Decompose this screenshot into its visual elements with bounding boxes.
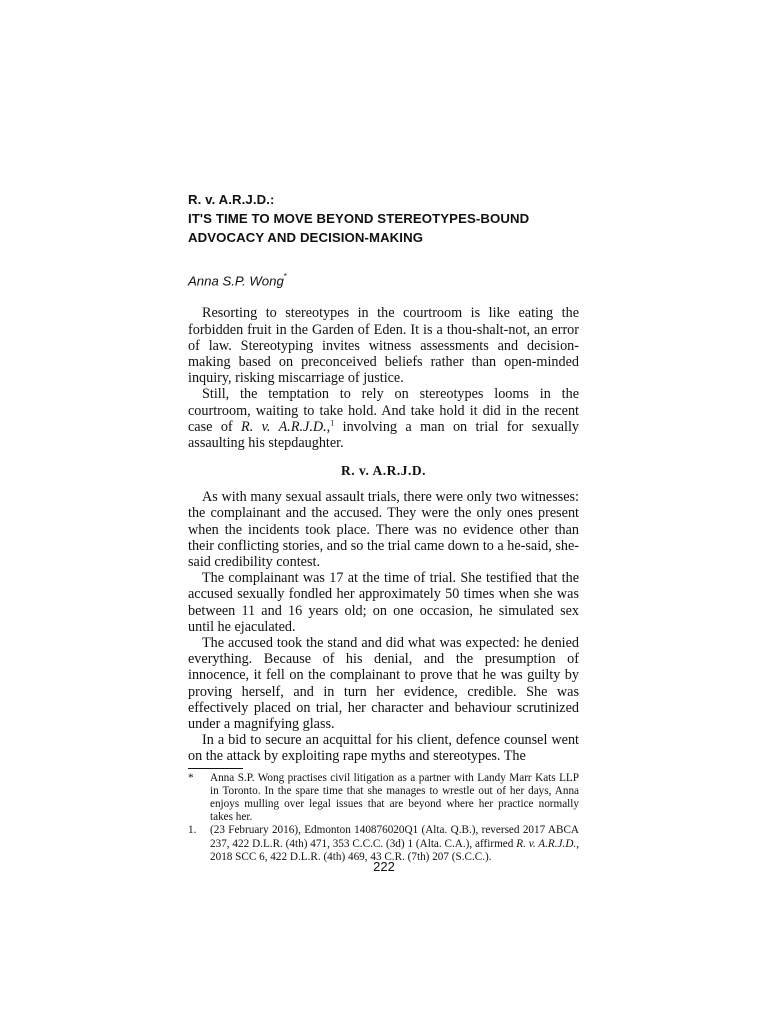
footnote-text: Anna S.P. Wong practises civil litigation as a partner with Landy Marr Kats LLP in Toronto. In the spare time that she manages to wrestle out of her days, Anna enjoys mulling over legal issues that are beyond where her practice normally takes her. xyxy=(210,771,579,824)
intro-section xyxy=(188,305,579,451)
footnote-divider xyxy=(188,768,243,769)
footnote-mark: * xyxy=(188,771,194,784)
footnote-citation-end: , 2018 SCC 6, 422 D.L.R. (4th) 469, 43 C.R. (7th) 207 (S.C.C.). xyxy=(210,837,579,863)
page-number: 222 xyxy=(373,859,395,874)
author-name: Anna S.P. Wong xyxy=(188,273,284,289)
title-line-1: R. v. A.R.J.D.: xyxy=(188,192,275,207)
main-section xyxy=(188,489,579,764)
article-page xyxy=(188,190,579,864)
footnote-case-name: R. v. A.R.J.D. xyxy=(516,837,577,850)
section-paragraph-1: As with many sexual assault trials, there were only two witnesses: the complainant and the accused. They were the only ones present when the incidents took place. There was no evidence other than their conflicting stories, and so the trial came down to a he-said, she-said credibility contest. xyxy=(188,489,579,571)
footnote-author xyxy=(188,772,579,825)
article-title xyxy=(188,190,579,247)
section-paragraph-3: The accused took the stand and did what was expected: he denied everything. Because of his denial, and the presumption of innocence, it fell on the complainant to prove that he was guilty by proving herself, and in turn her evidence, credible. She was effectively placed on trial, her character and behaviour scrutinized under a magnifying glass. xyxy=(188,635,579,733)
section-paragraph-4: In a bid to secure an acquittal for his client, defence counsel went on the attack by exploiting rape myths and stereotypes. The xyxy=(188,732,579,765)
section-heading: R. v. A.R.J.D. xyxy=(340,463,426,479)
intro-p2-text-end: involving a man on trial for sexually assaulting his stepdaughter. xyxy=(188,418,580,452)
footnote-citation: (23 February 2016), Edmonton 140876020Q1 (Alta. Q.B.), reversed 2017 ABCA 237, 422 D.L.R. (4th) 471, 353 C.C.C. (3d) 1 (Alta. C.A.), affirmed xyxy=(210,824,579,850)
intro-p2-text: Still, the temptation to rely on stereotypes looms in the courtroom, waiting to take hold. And take hold it did in the recent case of xyxy=(188,386,579,435)
intro-p2-comma: , xyxy=(326,418,331,435)
author-byline xyxy=(188,270,579,289)
intro-paragraph-2 xyxy=(188,386,579,451)
footnote-mark: 1. xyxy=(188,824,197,837)
footnote-ref-1: 1 xyxy=(330,418,335,428)
author-footnote-mark: * xyxy=(283,272,287,281)
footnotes xyxy=(188,772,579,864)
title-line-3: ADVOCACY AND DECISION-MAKING xyxy=(188,230,424,245)
section-paragraph-2: The complainant was 17 at the time of trial. She testified that the accused sexually fondled her approximately 50 times when she was between 11 and 16 years old; on one occasion, he simulated sex until he ejaculated. xyxy=(188,570,579,635)
intro-paragraph-1: Resorting to stereotypes in the courtroom is like eating the forbidden fruit in the Garden of Eden. It is a thou-shalt-not, an error of law. Stereotyping invites witness assessments and decision-making based on preconceived beliefs rather than open-minded inquiry, risking miscarriage of justice. xyxy=(188,305,579,387)
case-name: R. v. A.R.J.D. xyxy=(241,418,327,435)
title-line-2: IT'S TIME TO MOVE BEYOND STEREOTYPES-BOUND xyxy=(188,211,530,226)
